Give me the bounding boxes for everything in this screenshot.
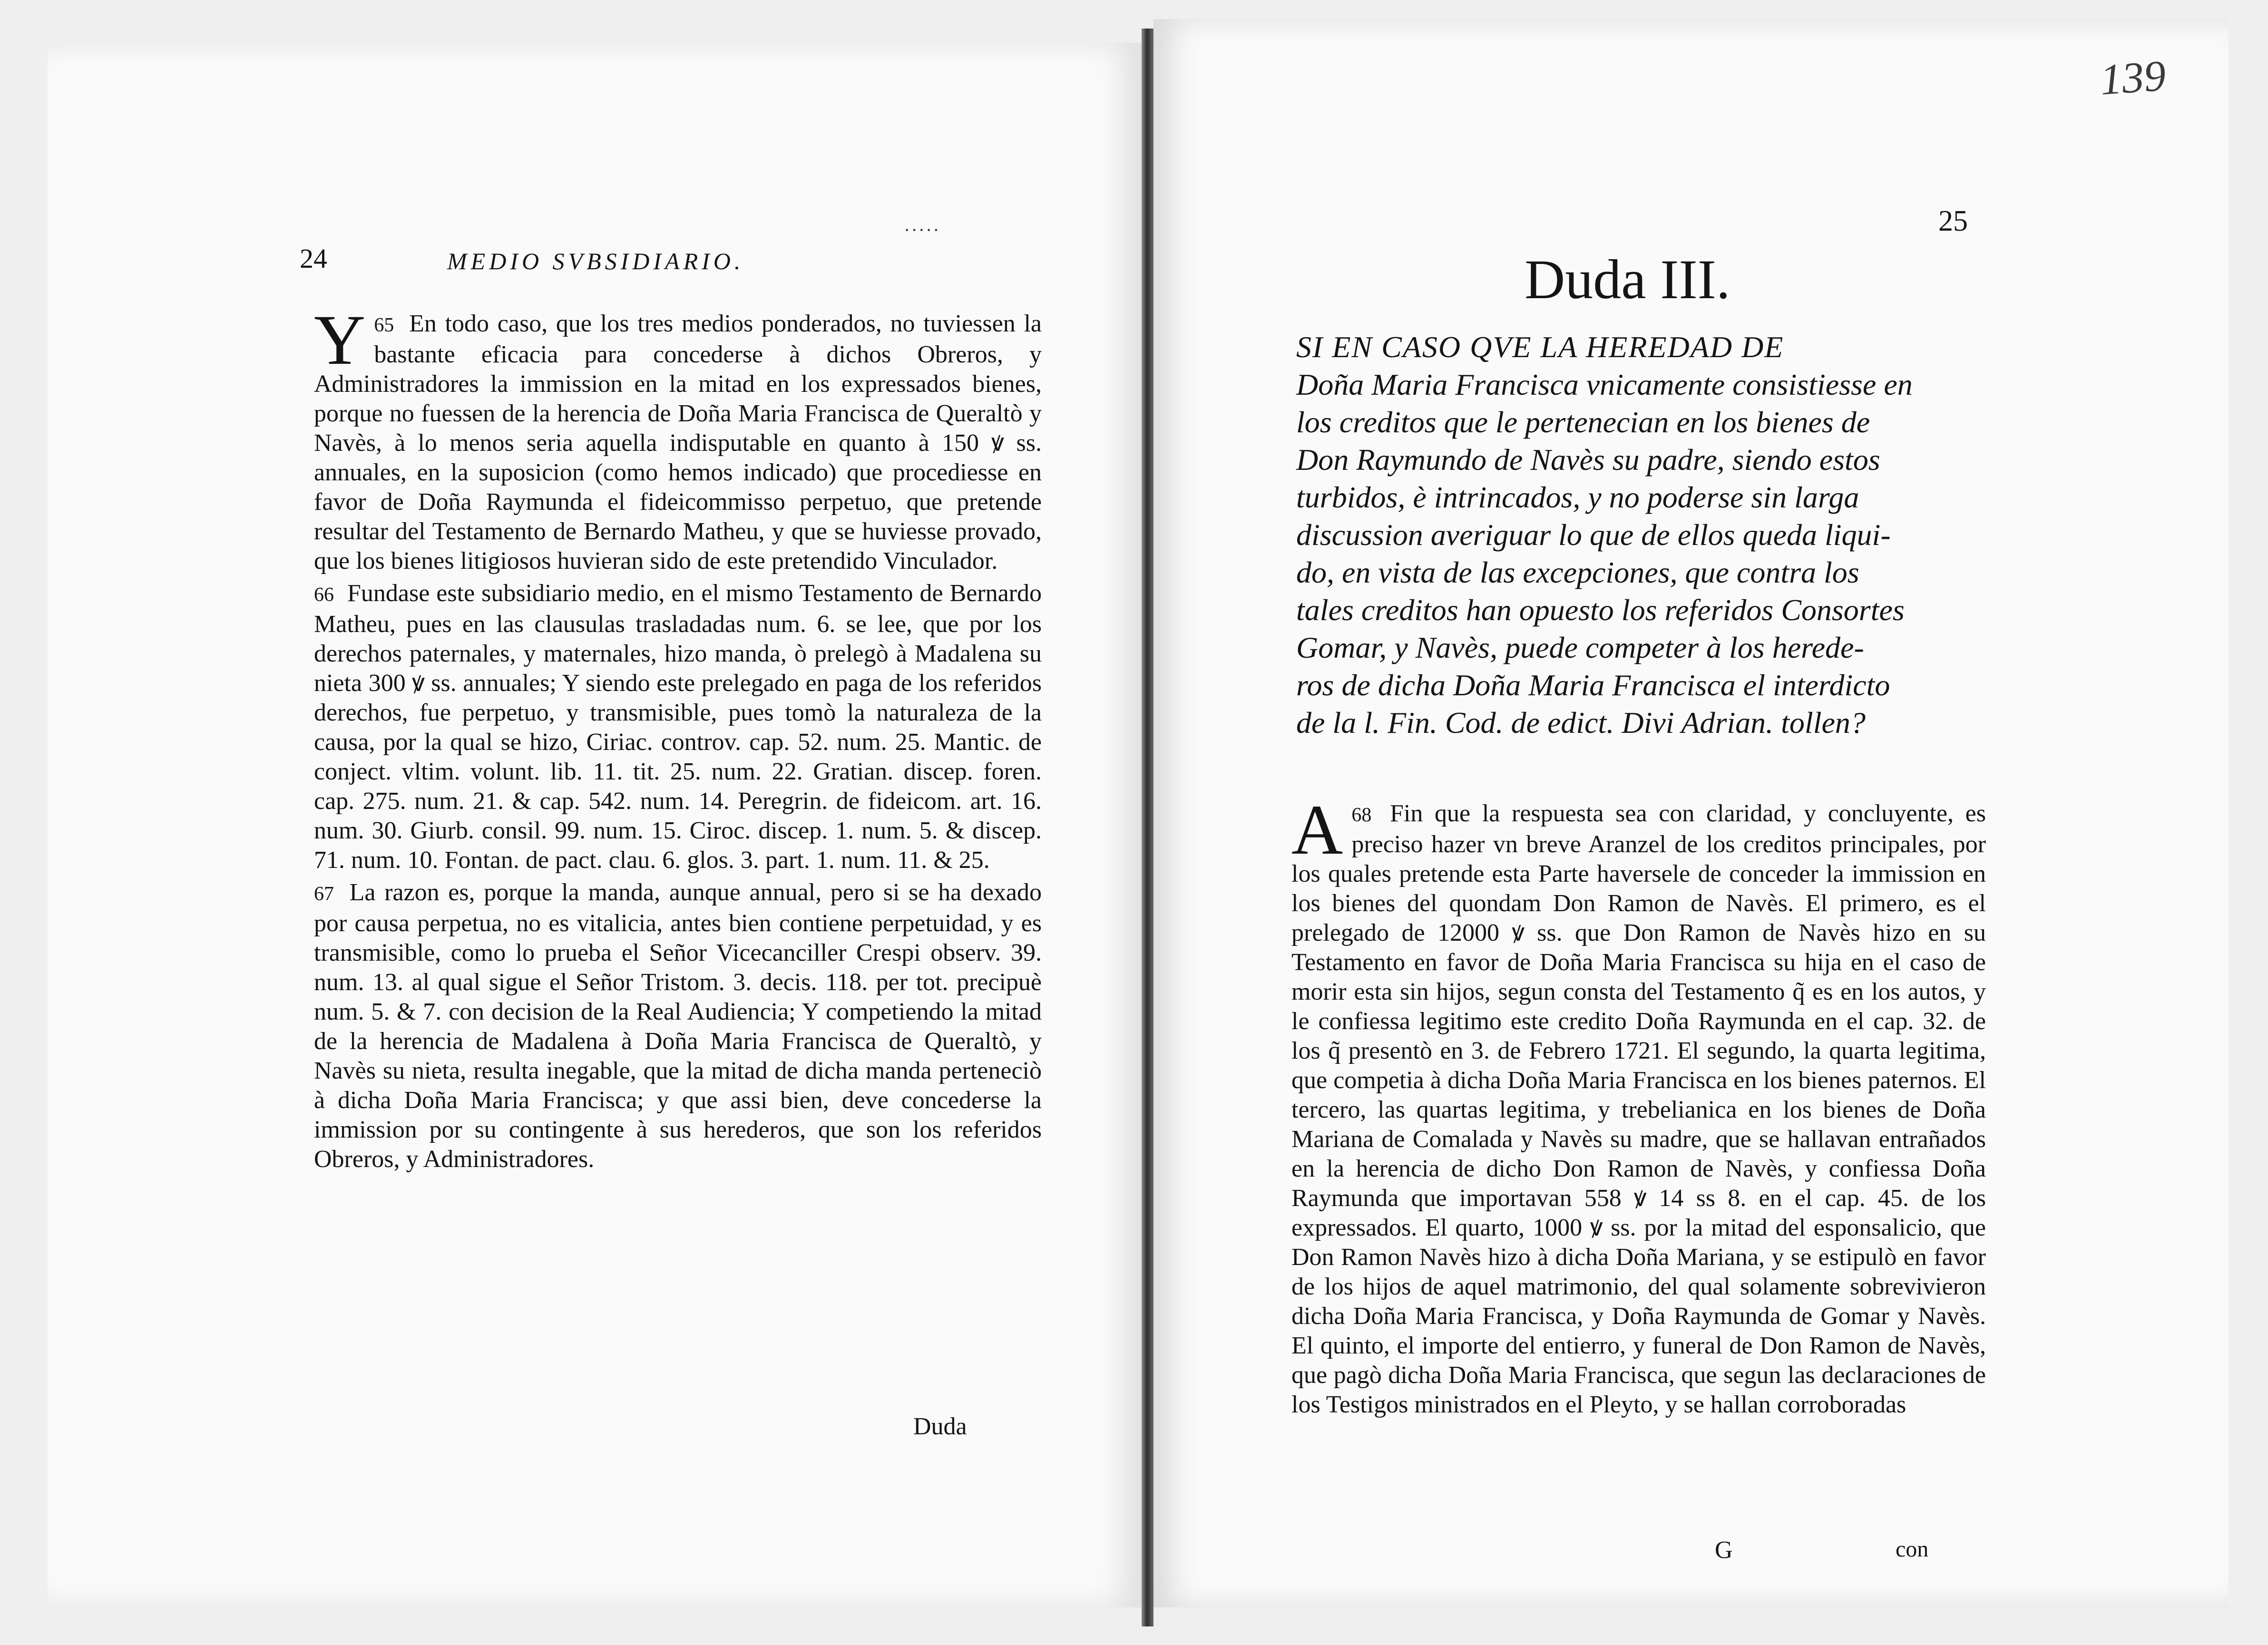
question-block bbox=[1296, 328, 1991, 741]
question-line: Gomar, y Navès, puede competer à los herede- bbox=[1296, 631, 1864, 664]
paragraph-text: En todo caso, que los tres medios ponderados, no tuviessen la bastante eficacia para concederse à dichos Obreros, y Administradores la immission en la mitad en los expressados bienes, porque no fuessen de la herencia de Doña Maria Francisca de Queraltò y Navès, à lo menos seria aquella indisputable en quanto à 150 ꝟ ss. annuales, en la suposicion (como hemos indicado) que procediesse en favor de Doña Raymunda el fideicommisso perpetuo, que pretende resultar del Testamento de Bernardo Matheu, y que se huviesse provado, que los bienes litigiosos huvieran sido de este pretendido Vinculador. bbox=[314, 310, 1042, 574]
question-line: Don Raymundo de Navès su padre, siendo estos bbox=[1296, 443, 1880, 477]
drop-cap: Y bbox=[314, 301, 366, 380]
question-line: discussion averiguar lo que de ellos queda liqui- bbox=[1296, 518, 1891, 552]
page-number: 24 bbox=[300, 243, 327, 274]
section-heading: Duda III. bbox=[1525, 248, 1730, 311]
paragraph-number: 66 bbox=[314, 584, 334, 606]
drop-cap: A bbox=[1291, 790, 1343, 869]
paragraph-number: 67 bbox=[314, 883, 334, 905]
paragraph-65 bbox=[314, 301, 1042, 576]
question-line: Doña Maria Francisca vnicamente consistiesse en bbox=[1296, 368, 1913, 401]
question-line: los creditos que le pertenecian en los bienes de bbox=[1296, 405, 1870, 439]
corner-mark: ····· bbox=[904, 219, 940, 241]
paragraph-number: 68 bbox=[1351, 804, 1372, 826]
paragraph-text: Fundase este subsidiario medio, en el mismo Testamento de Bernardo Matheu, pues en las clausulas trasladadas num. 6. se lee, que por los derechos paternales, y maternales, hizo manda, ò prelegò à Madalena su nieta 300 ꝟ ss. annuales; Y siendo este prelegado en paga de los referidos derechos, fue perpetuo, y transmisible, pues tomò la naturaleza de la causa, por la qual se hizo, Ciriac. controv. cap. 52. num. 25. Mantic. de conject. vltim. volunt. lib. 11. tit. 25. num. 22. Gratian. discep. foren. cap. 275. num. 21. & cap. 542. num. 14. Peregrin. de fideicom. art. 16. num. 30. Giurb. consil. 99. num. 15. Ciroc. discep. 1. num. 5. & discep. 71. num. 10. Fontan. de pact. clau. 6. glos. 3. part. 1. num. 11. & 25. bbox=[314, 580, 1042, 874]
catchword: Duda bbox=[913, 1413, 967, 1440]
left-page bbox=[48, 43, 1142, 1607]
question-line: do, en vista de las excepciones, que contra los bbox=[1296, 555, 1859, 589]
page-number: 25 bbox=[1938, 205, 1968, 237]
right-body bbox=[1291, 790, 1986, 1420]
left-body bbox=[314, 301, 1042, 1174]
paragraph-67 bbox=[314, 878, 1042, 1174]
signature-mark: G bbox=[1715, 1537, 1733, 1564]
question-line: ros de dicha Doña Maria Francisca el interdicto bbox=[1296, 668, 1890, 702]
question-line: turbidos, è intrincados, y no poderse sin larga bbox=[1296, 480, 1859, 514]
question-line: tales creditos han opuesto los referidos Consortes bbox=[1296, 593, 1905, 627]
paragraph-text: Fin que la respuesta sea con claridad, y concluyente, es preciso hazer vn breve Aranzel de los creditos principales, por los quales pretende esta Parte haversele de conceder la immission en los bienes del quondam Don Ramon de Navès. El primero, es el prelegado de 12000 ꝟ ss. que Don Ramon de Navès hizo en su Testamento en favor de Doña Maria Francisca su hija en el caso de morir esta sin hijos, segun consta del Testamento q̃ es en los autos, y le confiessa legitimo este credito Doña Raymunda en el cap. 32. de los q̃ presentò en 3. de Febrero 1721. El segundo, la quarta legitima, que competia à dicha Doña Maria Francisca en los bienes paternos. El tercero, las quartas legitima, y trebelianica en los bienes de Doña Mariana de Comalada y Navès su madre, que se hallavan entrañados en la herencia de dicho Don Ramon de Navès, y confiessa Doña Raymunda que importavan 558 ꝟ 14 ss 8. en el cap. 45. de los expressados. El quarto, 1000 ꝟ ss. por la mitad del esponsalicio, que Don Ramon Navès hizo à dicha Doña Mariana, y se estipulò en favor de los hijos de aquel matrimonio, del qual solamente sobrevivieron dicha Doña Maria Francisca, y Doña Raymunda de Gomar y Navès. El quinto, el importe del entierro, y funeral de Don Ramon de Navès, que pagò dicha Doña Maria Francisca, que segun las declaraciones de los Testigos ministrados en el Pleyto, y se hallan corroboradas bbox=[1291, 800, 1986, 1418]
folio-number: 139 bbox=[2098, 51, 2168, 104]
book-gutter bbox=[1142, 29, 1154, 1626]
running-head: MEDIO SVBSIDIARIO. bbox=[447, 248, 744, 274]
paragraph-text: La razon es, porque la manda, aunque annual, pero si se ha dexado por causa perpetua, no es vitalicia, antes bien contiene perpetuidad, y es transmisible, como lo prueba el Señor Vicecanciller Crespi observ. 39. num. 13. al qual sigue el Señor Tristom. 3. decis. 118. per tot. precipuè num. 5. & 7. con decision de la Real Audiencia; Y competiendo la mitad de la herencia de Madalena à Doña Maria Francisca de Queraltò, y Navès su nieta, resulta inegable, que la mitad de dicha manda perteneciò à dicha Doña Maria Francisca; y que assi bien, deve concederse la immission por su contingente à sus herederos, que son los referidos Obreros, y Administradores. bbox=[314, 879, 1042, 1173]
right-page bbox=[1154, 19, 2229, 1607]
paragraph-66 bbox=[314, 579, 1042, 875]
catchword: con bbox=[1896, 1537, 1929, 1562]
question-line: SI EN CASO QVE LA HEREDAD DE bbox=[1296, 330, 1784, 364]
question-line: de la l. Fin. Cod. de edict. Divi Adrian. tollen? bbox=[1296, 706, 1866, 740]
paragraph-68 bbox=[1291, 790, 1986, 1420]
paragraph-number: 65 bbox=[374, 314, 394, 336]
